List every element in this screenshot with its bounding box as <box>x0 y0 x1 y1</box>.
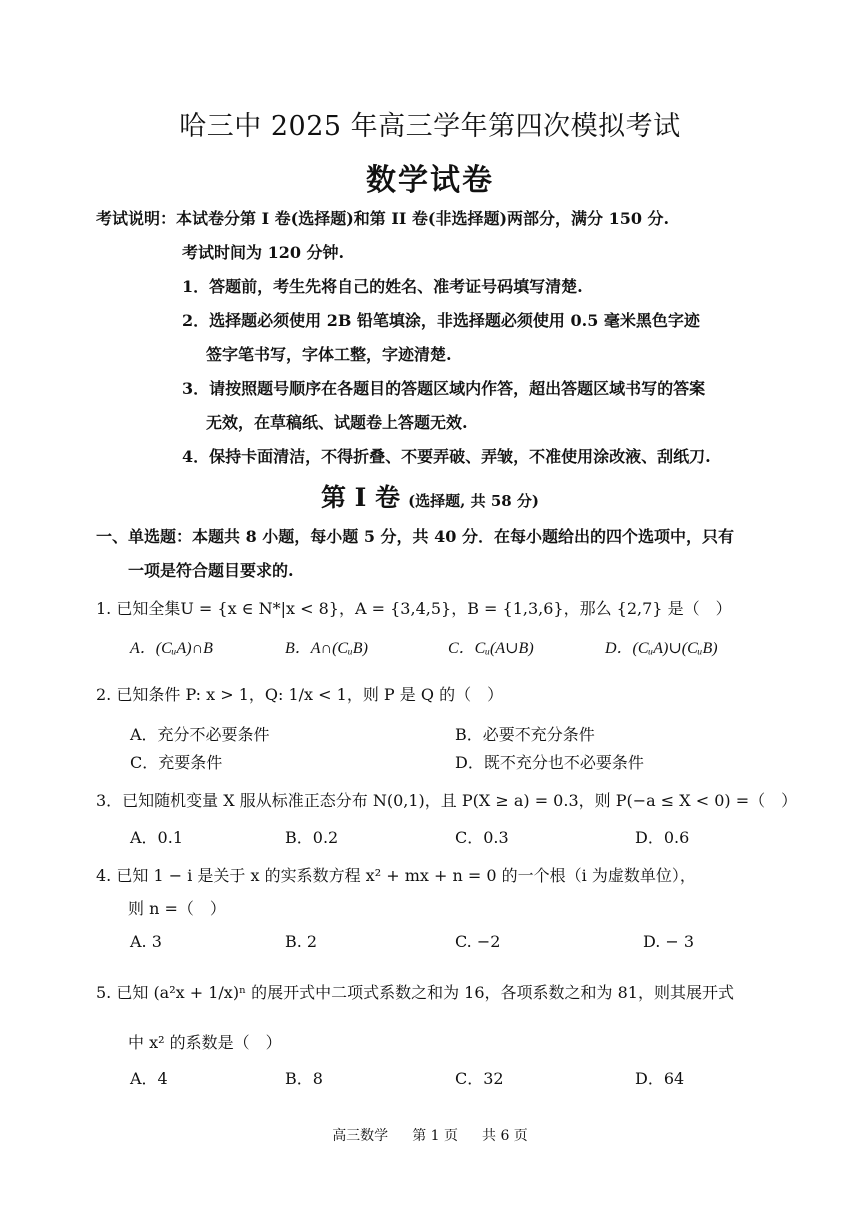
footer-page-total: 共 6 页 <box>482 1128 528 1144</box>
part-heading-a: 一、单选题：本题共 8 小题，每小题 5 分，共 40 分．在每小题给出的四个选项中，只有 <box>96 527 734 546</box>
footer-page-number: 第 1 页 <box>412 1128 458 1144</box>
question-1-option-b: B．A∩(CᵤB) <box>285 640 368 657</box>
instruction-item-3b: 无效，在草稿纸、试题卷上答题无效. <box>206 413 468 432</box>
instruction-line-1: 考试说明：本试卷分第 I 卷(选择题)和第 II 卷(非选择题)两部分，满分 150 分. <box>96 209 670 228</box>
question-1-option-d: D．(CᵤA)∪(CᵤB) <box>605 640 718 657</box>
page-footer <box>0 1125 860 1145</box>
question-5-option-b: B．8 <box>285 1069 323 1088</box>
question-4-option-d: D. − 3 <box>643 932 695 951</box>
question-4-option-c: C. −2 <box>455 932 501 951</box>
question-2-option-d: D．既不充分也不必要条件 <box>455 753 644 772</box>
question-2-stem: 2. 已知条件 P: x > 1，Q: 1/x < 1，则 P 是 Q 的（ ） <box>96 685 504 704</box>
instruction-item-1: 1．答题前，考生先将自己的姓名、准考证号码填写清楚. <box>182 277 583 296</box>
section-note: (选择题, 共 58 分) <box>408 492 540 510</box>
question-3-option-c: C．0.3 <box>455 828 509 847</box>
question-2-option-a: A．充分不必要条件 <box>130 725 270 744</box>
question-3-stem: 3．已知随机变量 X 服从标准正态分布 N(0,1)，且 P(X ≥ a) = 0.3，则 P(−a ≤ X < 0) =（ ） <box>96 791 798 810</box>
instruction-item-3a: 3．请按照题号顺序在各题目的答题区域内作答，超出答题区域书写的答案 <box>182 379 706 398</box>
question-3-option-a: A．0.1 <box>130 828 184 847</box>
question-3-option-d: D．0.6 <box>635 828 690 847</box>
question-5-option-c: C．32 <box>455 1069 504 1088</box>
instruction-line-2: 考试时间为 120 分钟. <box>182 243 345 262</box>
exam-subtitle: 数学试卷 <box>366 163 494 198</box>
question-1-option-c: C．Cᵤ(A∪B) <box>448 640 534 657</box>
exam-title: 哈三中 2025 年高三学年第四次模拟考试 <box>179 111 681 142</box>
instruction-item-2b: 签字笔书写，字体工整，字迹清楚. <box>206 345 452 364</box>
question-5-option-a: A．4 <box>130 1069 168 1088</box>
question-4-option-a: A. 3 <box>130 932 162 951</box>
footer-subject: 高三数学 <box>332 1128 389 1144</box>
question-5-stem-line-2: 中 x² 的系数是（ ） <box>128 1033 282 1052</box>
section-title: 第 I 卷 <box>320 483 401 512</box>
question-5-option-d: D．64 <box>635 1069 685 1088</box>
section-heading <box>0 478 860 514</box>
instruction-item-2a: 2．选择题必须使用 2B 铅笔填涂，非选择题必须使用 0.5 毫米黑色字迹 <box>182 311 700 330</box>
question-3-option-b: B．0.2 <box>285 828 339 847</box>
question-5-stem-line-1: 5. 已知 (a²x + 1/x)ⁿ 的展开式中二项式系数之和为 16，各项系数之和为 81，则其展开式 <box>96 983 734 1002</box>
question-4-stem-line-1: 4. 已知 1 − i 是关于 x 的实系数方程 x² + mx + n = 0 的一个根（i 为虚数单位）， <box>96 866 696 885</box>
question-1-option-a: A．(CᵤA)∩B <box>130 640 213 657</box>
question-4-option-b: B. 2 <box>285 932 318 951</box>
question-2-option-b: B．必要不充分条件 <box>455 725 595 744</box>
question-4-stem-line-2: 则 n =（ ） <box>128 899 226 918</box>
question-2-option-c: C．充要条件 <box>130 753 223 772</box>
question-1-stem: 1. 已知全集U = {x ∈ N*|x < 8}，A = {3,4,5}，B = {1,3,6}，那么 {2,7} 是（ ） <box>96 599 732 618</box>
instruction-item-4: 4．保持卡面清洁，不得折叠、不要弄破、弄皱，不准使用涂改液、刮纸刀. <box>182 447 711 466</box>
part-heading-b: 一项是符合题目要求的. <box>128 561 294 580</box>
